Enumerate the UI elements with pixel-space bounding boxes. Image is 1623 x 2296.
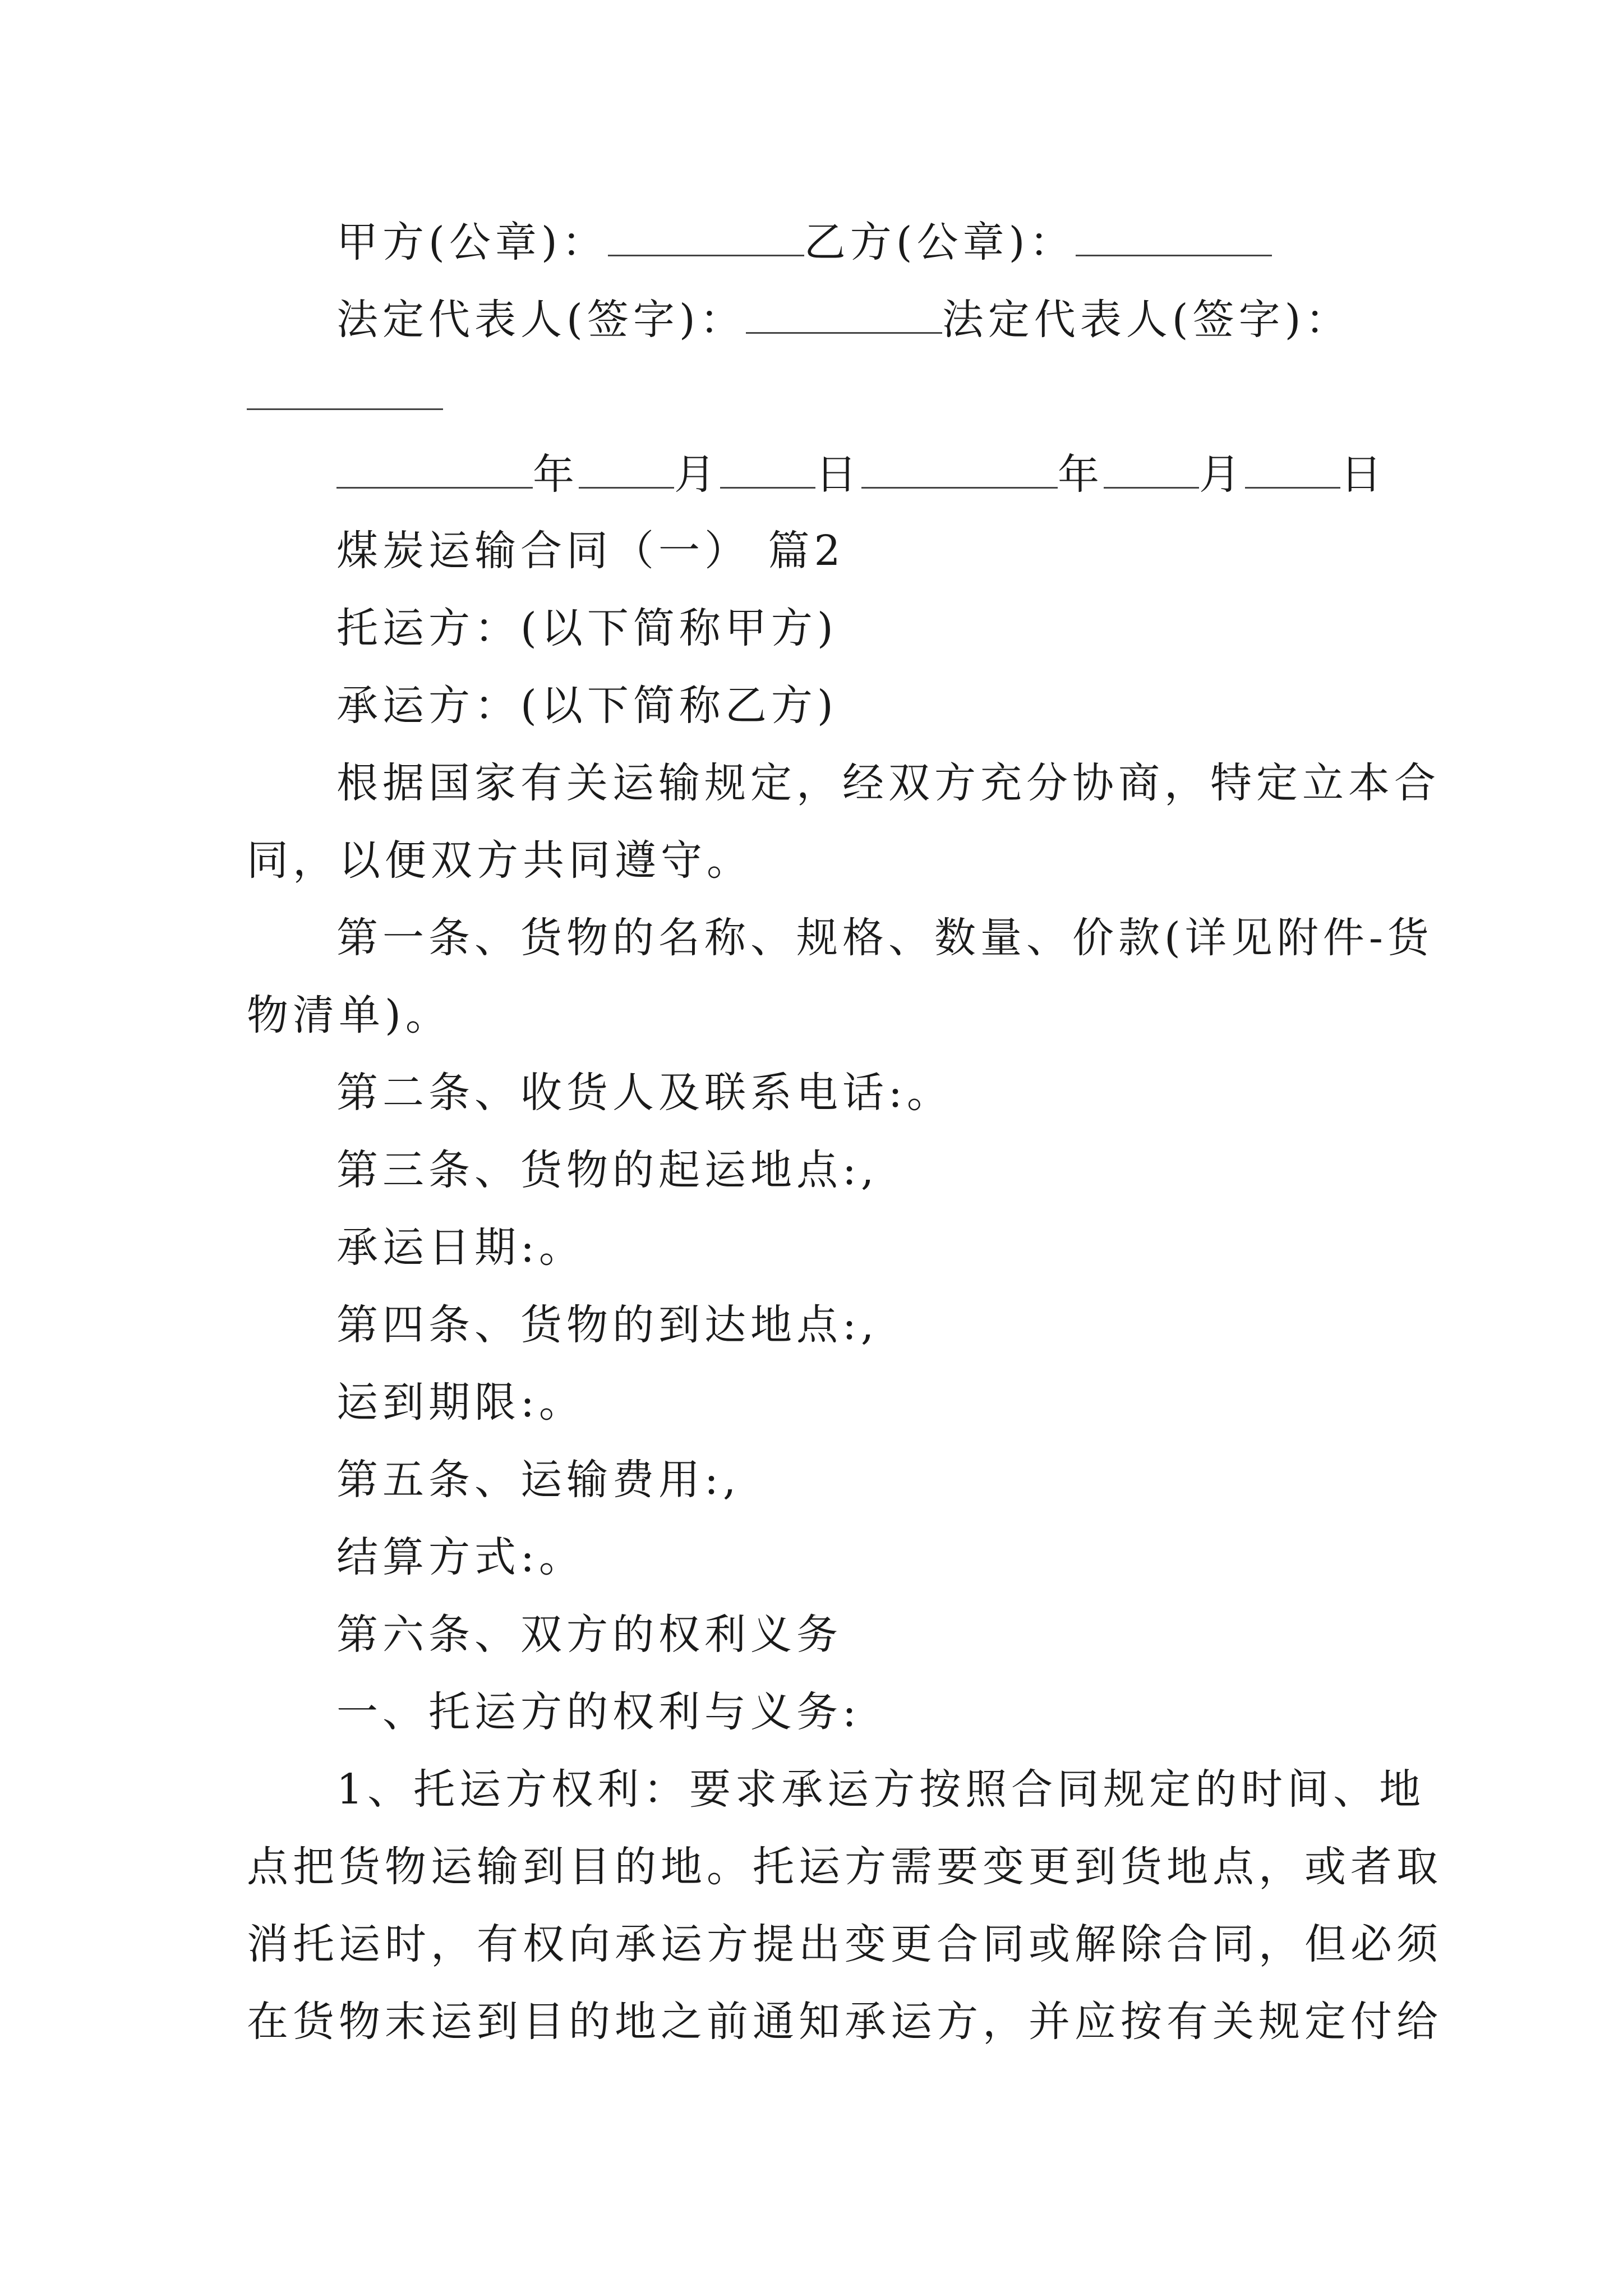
legal-rep-b-blank bbox=[247, 371, 443, 410]
legal-rep-b-label: 法定代表人(签字)： bbox=[942, 296, 1352, 344]
article-2: 第二条、收货人及联系电话:。 bbox=[336, 1069, 953, 1117]
legal-rep-b-blank-line bbox=[247, 370, 1391, 422]
date-a-month-label: 月 bbox=[674, 450, 720, 499]
article-6-part-1: 一、托运方的权利与义务: bbox=[336, 1688, 861, 1736]
carrier-line: 承运方：(以下简称乙方) bbox=[336, 682, 838, 730]
article-3-date: 承运日期:。 bbox=[336, 1223, 585, 1272]
section-title: 煤炭运输合同（一） 篇2 bbox=[336, 527, 845, 575]
date-a-year-label: 年 bbox=[533, 450, 579, 499]
date-b-year-blank bbox=[861, 450, 1058, 489]
party-b-seal-blank bbox=[1076, 218, 1272, 256]
article-1-line-2: 物清单)。 bbox=[247, 991, 451, 1039]
preamble-line-2: 同，以便双方共同遵守。 bbox=[247, 836, 753, 885]
seal-line bbox=[336, 217, 1481, 268]
date-a-month-blank bbox=[579, 450, 674, 489]
date-b-day-blank bbox=[1245, 450, 1340, 489]
party-a-seal-blank bbox=[608, 218, 804, 256]
legal-rep-line bbox=[336, 294, 1481, 346]
date-a-day-label: 日 bbox=[815, 450, 861, 499]
article-6-item-1-line-4: 在货物末运到目的地之前通知承运方，并应按有关规定付给 bbox=[247, 1998, 1442, 2046]
article-3: 第三条、货物的起运地点:, bbox=[336, 1146, 879, 1194]
article-5: 第五条、运输费用:, bbox=[336, 1456, 741, 1504]
date-b-day-label: 日 bbox=[1340, 450, 1386, 499]
party-b-seal-label: 乙方(公章)： bbox=[804, 218, 1076, 266]
article-6: 第六条、双方的权利义务 bbox=[336, 1611, 842, 1659]
date-a-year-blank bbox=[336, 450, 533, 489]
article-5-settlement: 结算方式:。 bbox=[336, 1533, 585, 1581]
date-a-day-blank bbox=[720, 450, 815, 489]
shipper-line: 托运方：(以下简称甲方) bbox=[336, 604, 838, 652]
date-b-year-label: 年 bbox=[1058, 450, 1104, 499]
article-6-item-1-line-2: 点把货物运输到目的地。托运方需要变更到货地点，或者取 bbox=[247, 1843, 1442, 1891]
preamble-line-1: 根据国家有关运输规定，经双方充分协商，特定立本合 bbox=[336, 759, 1440, 807]
date-line bbox=[336, 449, 1481, 500]
legal-rep-a-label: 法定代表人(签字)： bbox=[336, 296, 746, 344]
date-b-month-blank bbox=[1104, 450, 1199, 489]
article-4: 第四条、货物的到达地点:, bbox=[336, 1301, 879, 1349]
article-4-limit: 运到期限:。 bbox=[336, 1378, 585, 1427]
article-6-item-1-line-1: 1、托运方权利：要求承运方按照合同规定的时间、地 bbox=[336, 1765, 1426, 1814]
date-b-month-label: 月 bbox=[1199, 450, 1245, 499]
legal-rep-a-blank bbox=[746, 295, 942, 334]
article-6-item-1-line-3: 消托运时，有权向承运方提出变更合同或解除合同，但必须 bbox=[247, 1920, 1442, 1968]
party-a-seal-label: 甲方(公章)： bbox=[336, 218, 608, 266]
article-1-line-1: 第一条、货物的名称、规格、数量、价款(详见附件-货 bbox=[336, 914, 1433, 962]
